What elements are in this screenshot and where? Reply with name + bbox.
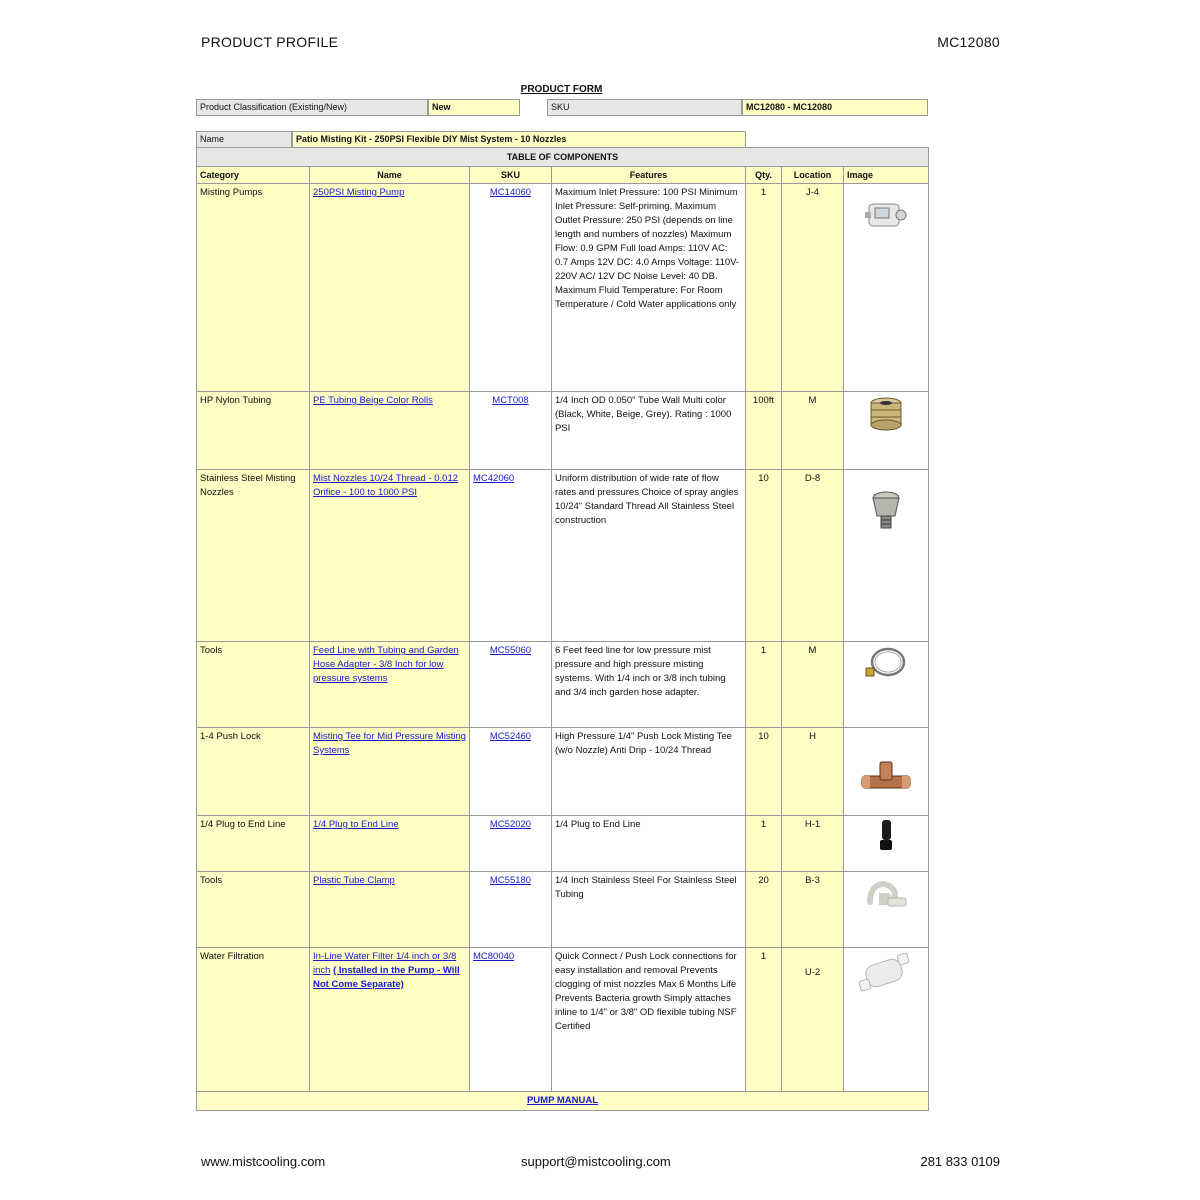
pump-icon	[863, 196, 909, 234]
row-sku-cell	[470, 470, 552, 642]
row-image	[844, 948, 929, 1092]
row-name-cell	[310, 816, 470, 872]
row-sku-link[interactable]: MC80040	[473, 951, 515, 962]
row-location: M	[782, 392, 844, 470]
classification-value: New	[428, 99, 520, 116]
row-category: 1-4 Push Lock	[197, 728, 310, 816]
table-row	[197, 948, 929, 1092]
row-name-link[interactable]: PE Tubing Beige Color Rolls	[313, 395, 433, 406]
row-features: 1/4 Plug to End Line	[552, 816, 746, 872]
end-plug-icon	[876, 818, 896, 854]
classification-bar	[196, 99, 928, 116]
table-row	[197, 728, 929, 816]
row-location: D-8	[782, 470, 844, 642]
row-features: 6 Feet feed line for low pressure mist pressure and high pressure misting systems. With 1/4 inch or 3/8 inch tubing and 3/4 inch garden hose adapter.	[552, 642, 746, 728]
row-features: Maximum Inlet Pressure: 100 PSI Minimum Inlet Pressure: Self-priming. Maximum Outlet Pressure: 250 PSI (depends on line length and numbers of nozzles) Maximum Flow: 0.9 GPM Full load Amps: 110V AC: 0.7 Amps 12V DC: 4.0 Amps Voltage: 110V-220V AC/ 12V DC Noise Level: 40 DB. Maximum Fluid Temperature: For Room Temperature / Cold Water applications only	[552, 184, 746, 392]
page-header-code: MC12080	[937, 34, 1000, 50]
footer-phone: 281 833 0109	[920, 1154, 1000, 1169]
row-features: Quick Connect / Push Lock connections for easy installation and removal Prevents clogging of mist nozzles Max 6 Months Life Prevents Bacteria growth Simply attaches inline to 1/4" or 3/8" OD flexible tubing NSF Certified	[552, 948, 746, 1092]
row-sku-link[interactable]: MC52460	[489, 731, 532, 742]
table-row	[197, 470, 929, 642]
row-image	[844, 392, 929, 470]
row-image	[844, 184, 929, 392]
row-qty: 100ft	[746, 392, 782, 470]
name-bar	[196, 131, 746, 148]
name-value: Patio Misting Kit - 250PSI Flexible DIY Mist System - 10 Nozzles	[292, 131, 746, 148]
row-qty: 1	[746, 642, 782, 728]
row-qty: 1	[746, 948, 782, 1092]
sku-label: SKU	[547, 99, 742, 116]
row-name-cell	[310, 872, 470, 948]
row-name-link[interactable]: 250PSI Misting Pump	[313, 187, 405, 198]
sku-value: MC12080 - MC12080	[742, 99, 928, 116]
tee-fitting-icon	[860, 760, 912, 796]
table-row	[197, 184, 929, 392]
row-category: Tools	[197, 642, 310, 728]
table-header-row	[197, 167, 929, 184]
row-name-link[interactable]: Feed Line with Tubing and Garden Hose Adapter - 3/8 Inch for low pressure systems	[313, 645, 459, 684]
row-sku-link[interactable]: MC52020	[489, 819, 532, 830]
row-sku-link[interactable]: MC55180	[489, 875, 532, 886]
row-name-cell	[310, 184, 470, 392]
table-row	[197, 872, 929, 948]
row-location: H-1	[782, 816, 844, 872]
row-location: M	[782, 642, 844, 728]
row-name-cell	[310, 948, 470, 1092]
tubing-roll-icon	[866, 394, 906, 434]
row-location: H	[782, 728, 844, 816]
row-location: J-4	[782, 184, 844, 392]
row-category: HP Nylon Tubing	[197, 392, 310, 470]
col-header: Location	[782, 167, 844, 184]
row-name-link[interactable]: Mist Nozzles 10/24 Thread - 0.012 Orifice - 100 to 1000 PSI	[313, 473, 459, 498]
col-header: Qty.	[746, 167, 782, 184]
row-sku-link[interactable]: MC42060	[473, 473, 515, 484]
table-title: TABLE OF COMPONENTS	[197, 148, 929, 167]
row-name-cell	[310, 470, 470, 642]
row-name-link[interactable]: In-Line Water Filter 1/4 inch or 3/8 inch	[313, 951, 457, 976]
manual-row	[197, 1092, 929, 1111]
row-features: 1/4 Inch Stainless Steel For Stainless Steel Tubing	[552, 872, 746, 948]
col-header: Name	[310, 167, 470, 184]
tube-clamp-icon	[862, 874, 910, 910]
row-location: U-2	[782, 948, 844, 1092]
footer-email: support@mistcooling.com	[521, 1154, 671, 1169]
row-features: 1/4 Inch OD 0.050" Tube Wall Multi color (Black, White, Beige, Grey). Rating : 1000 PSI	[552, 392, 746, 470]
row-qty: 10	[746, 728, 782, 816]
row-sku-cell	[470, 816, 552, 872]
row-image	[844, 872, 929, 948]
row-sku-cell	[470, 642, 552, 728]
row-category: Tools	[197, 872, 310, 948]
row-name-cell	[310, 392, 470, 470]
row-sku-cell	[470, 184, 552, 392]
col-header: Features	[552, 167, 746, 184]
pump-manual-link[interactable]: PUMP MANUAL	[526, 1095, 599, 1106]
row-features: Uniform distribution of wide rate of flow rates and pressures Choice of spray angles 10/24" Standard Thread All Stainless Steel construction	[552, 470, 746, 642]
row-sku-cell	[470, 392, 552, 470]
col-header: SKU	[470, 167, 552, 184]
col-header: Image	[844, 167, 929, 184]
nozzle-icon	[868, 488, 904, 536]
table-row	[197, 642, 929, 728]
row-sku-link[interactable]: MCT008	[492, 395, 529, 406]
table-row	[197, 816, 929, 872]
row-qty: 10	[746, 470, 782, 642]
row-name-cell	[310, 728, 470, 816]
row-name-link[interactable]: Misting Tee for Mid Pressure Misting Systems	[313, 731, 466, 756]
row-sku-link[interactable]: MC55060	[489, 645, 532, 656]
row-image	[844, 728, 929, 816]
water-filter-icon	[858, 950, 914, 996]
row-qty: 1	[746, 816, 782, 872]
row-category: 1/4 Plug to End Line	[197, 816, 310, 872]
manual-cell	[197, 1092, 929, 1111]
col-header: Category	[197, 167, 310, 184]
row-name-link[interactable]: 1/4 Plug to End Line	[313, 819, 399, 830]
table-row	[197, 392, 929, 470]
page-header-title: PRODUCT PROFILE	[201, 34, 339, 50]
row-qty: 20	[746, 872, 782, 948]
footer-website: www.mistcooling.com	[201, 1154, 326, 1169]
row-category: Stainless Steel Misting Nozzles	[197, 470, 310, 642]
classification-label: Product Classification (Existing/New)	[196, 99, 428, 116]
row-sku-cell	[470, 728, 552, 816]
spacer	[520, 99, 547, 116]
row-name-link[interactable]: Plastic Tube Clamp	[313, 875, 395, 886]
row-image	[844, 470, 929, 642]
form-title: PRODUCT FORM	[520, 84, 603, 95]
row-sku-link[interactable]: MC14060	[489, 187, 532, 198]
row-location: B-3	[782, 872, 844, 948]
row-category: Misting Pumps	[197, 184, 310, 392]
row-name-note-link[interactable]: ( Installed in the Pump - Will Not Come Separate)	[313, 965, 460, 990]
feed-line-icon	[862, 644, 910, 684]
row-name-cell	[310, 642, 470, 728]
row-sku-cell	[470, 872, 552, 948]
row-qty: 1	[746, 184, 782, 392]
name-label: Name	[196, 131, 292, 148]
components-table	[196, 147, 929, 1111]
row-sku-cell	[470, 948, 552, 1092]
row-category: Water Filtration	[197, 948, 310, 1092]
row-features: High Pressure 1/4" Push Lock Misting Tee (w/o Nozzle) Anti Drip - 10/24 Thread	[552, 728, 746, 816]
row-image	[844, 642, 929, 728]
row-image	[844, 816, 929, 872]
